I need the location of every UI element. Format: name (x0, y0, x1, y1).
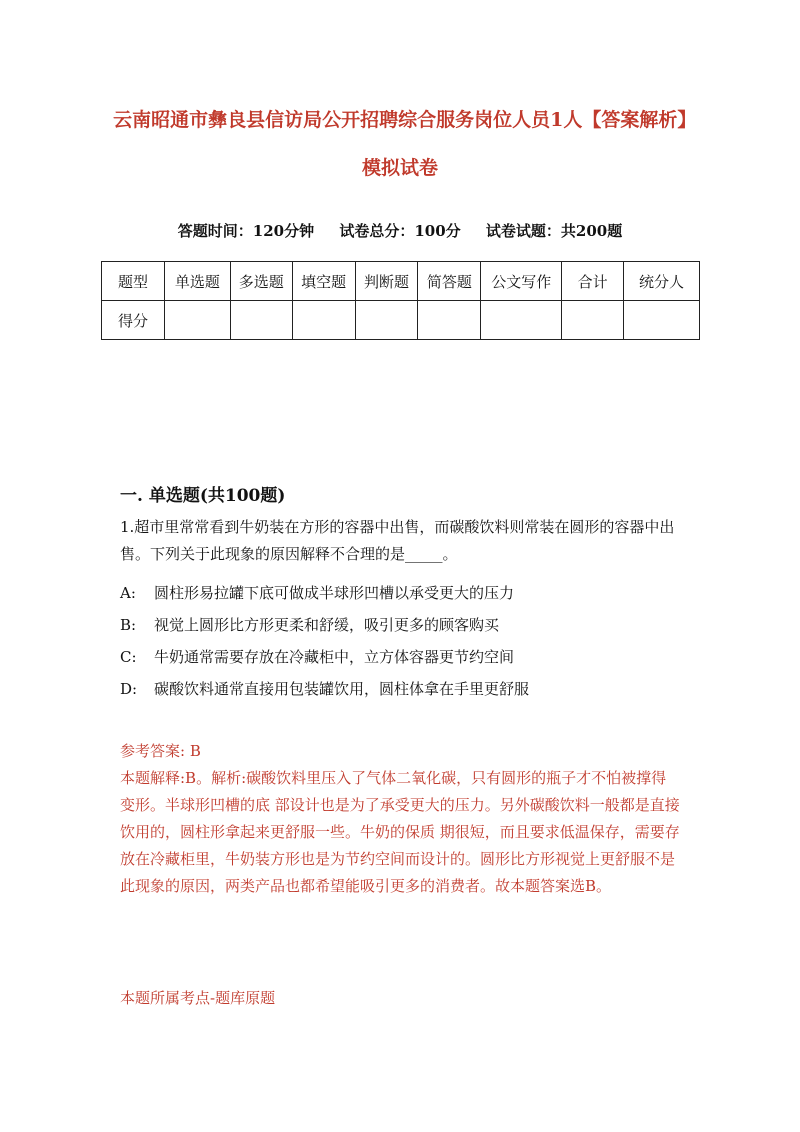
option-text: 视觉上圆形比方形更柔和舒缓，吸引更多的顾客购买 (154, 616, 500, 634)
score-table-header: 简答题 (418, 262, 481, 301)
section-heading: 一. 单选题(共100题) (120, 486, 286, 506)
option-letter: A: (120, 584, 136, 602)
score-cell (292, 301, 355, 340)
score-table-header: 题型 (102, 262, 165, 301)
score-table-score-row (102, 301, 700, 340)
score-table (101, 261, 700, 340)
option-letter: D: (120, 680, 138, 698)
score-table-header: 多选题 (230, 262, 292, 301)
score-table-header-row (102, 262, 700, 301)
exam-title: 云南昭通市彝良县信访局公开招聘综合服务岗位人员1人【答案解析】模拟试卷 (113, 109, 687, 179)
option-text: 牛奶通常需要存放在冷藏柜中，立方体容器更节约空间 (154, 648, 515, 666)
option-a (120, 577, 529, 609)
reference-answer: 参考答案: B (120, 742, 201, 760)
exam-meta (0, 220, 800, 241)
knowledge-point: 本题所属考点-题库原题 (120, 989, 276, 1007)
score-cell (355, 301, 418, 340)
option-d (120, 673, 529, 705)
score-table-header: 单选题 (164, 262, 230, 301)
option-c (120, 641, 529, 673)
question-text: 1.超市里常常看到牛奶装在方形的容器中出售，而碳酸饮料则常装在圆形的容器中出售。下列关于此现象的原因解释不合理的是_____。 (120, 518, 675, 563)
score-table-header: 判断题 (355, 262, 418, 301)
score-table-header: 合计 (562, 262, 624, 301)
score-cell (562, 301, 624, 340)
exam-question-count: 试卷试题：共200题 (485, 222, 623, 240)
option-b (120, 609, 529, 641)
answer-block (120, 738, 680, 900)
option-text: 碳酸饮料通常直接用包装罐饮用，圆柱体拿在手里更舒服 (154, 680, 530, 698)
answer-explanation: 本题解释:B。解析:碳酸饮料里压入了气体二氧化碳，只有圆形的瓶子才不怕被撑得变形。半球形凹槽的底 部设计也是为了承受更大的压力。另外碳酸饮料一般都是直接饮用的，圆柱形拿起来更舒服一些。牛奶的保质 期很短，而且要求低温保存，需要存放在冷藏柜里，牛奶装方形也是为节约空间而设计的。圆形比方形视觉上更舒服不是此现象的原因，两类产品也都希望能吸引更多的消费者。故本题答案选B。 (120, 769, 680, 895)
score-cell (230, 301, 292, 340)
score-table-header: 填空题 (292, 262, 355, 301)
score-row-label: 得分 (102, 301, 165, 340)
option-list (120, 577, 529, 705)
option-letter: C: (120, 648, 137, 666)
score-cell (624, 301, 700, 340)
score-cell (164, 301, 230, 340)
score-cell (481, 301, 562, 340)
exam-time: 答题时间：120分钟 (177, 222, 315, 240)
score-table-header: 统分人 (624, 262, 700, 301)
score-cell (418, 301, 481, 340)
exam-total-score: 试卷总分：100分 (339, 222, 461, 240)
option-letter: B: (120, 616, 137, 634)
score-table-header: 公文写作 (481, 262, 562, 301)
option-text: 圆柱形易拉罐下底可做成半球形凹槽以承受更大的压力 (154, 584, 515, 602)
